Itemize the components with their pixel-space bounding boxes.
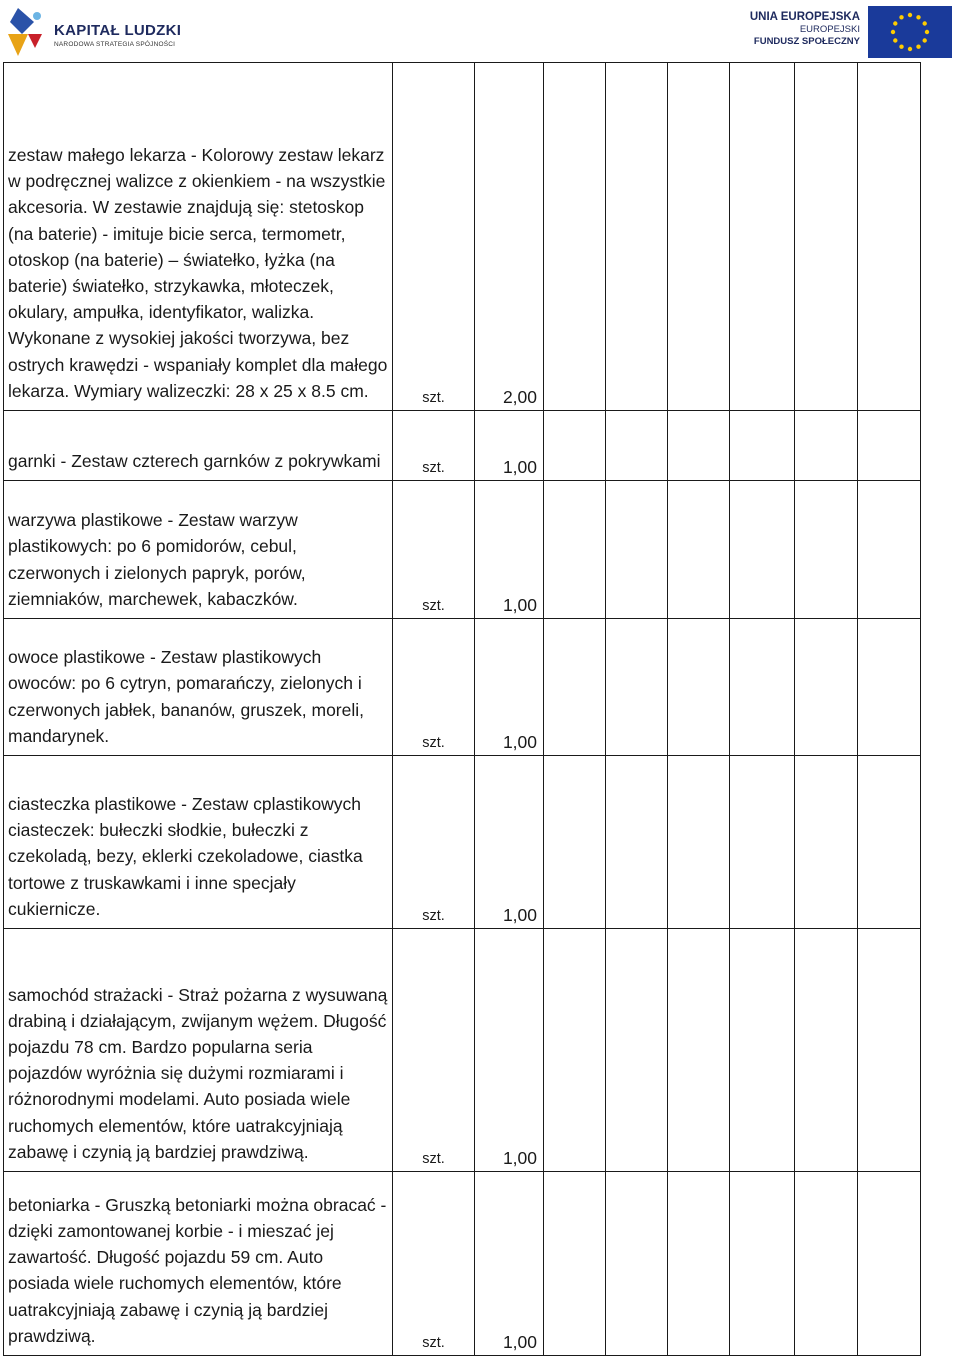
item-unit: szt. <box>393 481 475 619</box>
item-description: zestaw małego lekarza - Kolorowy zestaw lekarz w podręcznej walizce z okienkiem - na wszystkie akcesoria. W zestawie znajdują się: stetoskop (na baterie) - imituje bicie serca, termometr, otoskop (na baterie) – światełko, łyżka (na baterie) światełko, strzykawka, młoteczek, okulary, ampułka, identyfikator, walizka. Wykonane z wysokiej jakości tworzywa, bez ostrych krawędzi - wspaniały komplet dla małego lekarza. Wymiary walizeczki: 28 x 25 x 8.5 cm. <box>4 63 393 411</box>
eu-logo <box>738 4 956 58</box>
item-quantity: 1,00 <box>475 1172 544 1356</box>
item-quantity: 1,00 <box>475 481 544 619</box>
item-unit: szt. <box>393 619 475 756</box>
kapital-ludzki-subtitle: NARODOWA STRATEGIA SPÓJNOŚCI <box>54 41 176 48</box>
item-description: ciasteczka plastikowe - Zestaw cplastikowych ciasteczek: bułeczki słodkie, bułeczki z czekoladą, bezy, eklerki czekoladowe, ciastka tortowe z truskawkami i inne specjały cukiernicze. <box>4 756 393 929</box>
item-unit: szt. <box>393 63 475 411</box>
eu-logo-text <box>750 11 860 48</box>
empty-cell <box>606 756 668 929</box>
empty-cell <box>730 63 795 411</box>
eu-logo-line2: EUROPEJSKI <box>799 24 860 35</box>
empty-cell <box>668 481 730 619</box>
empty-cell <box>858 63 921 411</box>
empty-cell <box>795 619 858 756</box>
item-quantity: 1,00 <box>475 411 544 481</box>
empty-cell <box>730 619 795 756</box>
table-row <box>4 756 921 929</box>
item-unit: szt. <box>393 929 475 1172</box>
table-row <box>4 929 921 1172</box>
empty-cell <box>544 411 606 481</box>
empty-cell <box>606 63 668 411</box>
empty-cell <box>795 929 858 1172</box>
page-header <box>0 0 960 62</box>
table-row <box>4 481 921 619</box>
empty-cell <box>858 619 921 756</box>
item-description: betoniarka - Gruszką betoniarki można obracać - dzięki zamontowanej korbie - i mieszać jej zawartość. Długość pojazdu 59 cm. Auto posiada wiele ruchomych elementów, które uatrakcyjniają zabawę i czynią ją bardziej prawdziwą. <box>4 1172 393 1356</box>
empty-cell <box>858 411 921 481</box>
item-description: samochód strażacki - Straż pożarna z wysuwaną drabiną i działającym, zwijanym wężem. Długość pojazdu 78 cm. Bardzo popularna seria pojazdów wyróżnia się dużymi rozmiarami i różnorodnymi modelami. Auto posiada wiele ruchomych elementów, które uatrakcyjniają zabawę i czynią ją bardziej prawdziwą. <box>4 929 393 1172</box>
table-row <box>4 63 921 411</box>
empty-cell <box>606 929 668 1172</box>
table-row <box>4 1172 921 1356</box>
empty-cell <box>606 481 668 619</box>
kapital-ludzki-title: KAPITAŁ LUDZKI <box>54 22 182 39</box>
table-row <box>4 619 921 756</box>
empty-cell <box>544 481 606 619</box>
empty-cell <box>730 756 795 929</box>
item-description: garnki - Zestaw czterech garnków z pokrywkami <box>4 411 393 481</box>
empty-cell <box>668 411 730 481</box>
empty-cell <box>795 756 858 929</box>
empty-cell <box>668 619 730 756</box>
empty-cell <box>730 481 795 619</box>
item-unit: szt. <box>393 411 475 481</box>
empty-cell <box>606 411 668 481</box>
empty-cell <box>544 929 606 1172</box>
empty-cell <box>795 63 858 411</box>
empty-cell <box>858 756 921 929</box>
item-quantity: 1,00 <box>475 619 544 756</box>
empty-cell <box>544 619 606 756</box>
empty-cell <box>668 1172 730 1356</box>
empty-cell <box>795 481 858 619</box>
empty-cell <box>606 619 668 756</box>
item-unit: szt. <box>393 1172 475 1356</box>
empty-cell <box>668 929 730 1172</box>
empty-cell <box>730 411 795 481</box>
empty-cell <box>858 481 921 619</box>
item-description: owoce plastikowe - Zestaw plastikowych owoców: po 6 cytryn, pomarańczy, zielonych i czerwonych jabłek, bananów, gruszek, moreli, mandarynek. <box>4 619 393 756</box>
empty-cell <box>544 63 606 411</box>
empty-cell <box>544 1172 606 1356</box>
empty-cell <box>858 929 921 1172</box>
eu-logo-line1: UNIA EUROPEJSKA <box>749 11 860 23</box>
empty-cell <box>606 1172 668 1356</box>
item-quantity: 1,00 <box>475 756 544 929</box>
eu-logo-line3: FUNDUSZ SPOŁECZNY <box>753 36 860 47</box>
empty-cell <box>668 756 730 929</box>
eu-flag-icon <box>868 6 952 58</box>
item-description: warzywa plastikowe - Zestaw warzyw plastikowych: po 6 pomidorów, cebul, czerwonych i zielonych papryk, porów, ziemniaków, marchewek, kabaczków. <box>4 481 393 619</box>
item-unit: szt. <box>393 756 475 929</box>
item-quantity: 1,00 <box>475 929 544 1172</box>
item-quantity: 2,00 <box>475 63 544 411</box>
empty-cell <box>668 63 730 411</box>
empty-cell <box>730 929 795 1172</box>
kapital-ludzki-logo <box>4 4 184 58</box>
empty-cell <box>795 411 858 481</box>
empty-cell <box>544 756 606 929</box>
table-row <box>4 411 921 481</box>
empty-cell <box>858 1172 921 1356</box>
items-table <box>3 62 921 1356</box>
kapital-ludzki-icon <box>4 4 46 58</box>
empty-cell <box>730 1172 795 1356</box>
empty-cell <box>795 1172 858 1356</box>
